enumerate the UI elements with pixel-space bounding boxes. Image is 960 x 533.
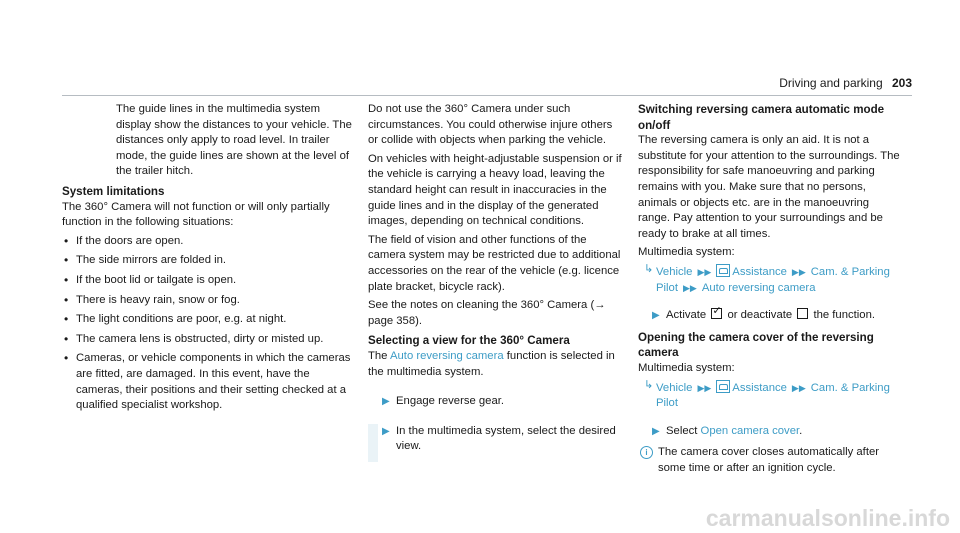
list-item: • Cameras, or vehicle components in which the cameras are fitted, are damaged. In this event, have the cameras, their positions and their setting checked at a qualified specialist workshop. <box>62 351 352 413</box>
path-assistance[interactable]: Assistance <box>732 265 787 278</box>
paragraph: The field of vision and other functions of the camera system may be restricted due to additional accessories on the rear of the vehicle (e.g. licence plate bracket, bicycle rack). <box>368 233 621 293</box>
path-auto-reversing[interactable]: Auto reversing camera <box>701 281 816 294</box>
list-item: • If the boot lid or tailgate is open. <box>62 273 352 289</box>
running-header <box>779 76 912 92</box>
double-chevron-icon: ▶▶ <box>697 266 712 277</box>
page-number: 203 <box>891 76 912 90</box>
path-vehicle[interactable]: Vehicle <box>656 265 693 278</box>
select-view-heading: Selecting a view for the 360° Camera <box>368 334 570 348</box>
multimedia-label: Multimedia system: <box>638 361 735 374</box>
checkbox-empty-icon[interactable] <box>797 308 808 319</box>
double-chevron-icon: ▶▶ <box>697 382 712 393</box>
play-arrow-icon: ▶ <box>382 396 390 408</box>
path-bend-icon: ↳ <box>644 262 654 275</box>
switch-text: The reversing camera is only an aid. It is not a substitute for your attention to the surroundings. The responsibility for safe manoeuvring and parking remains with you. Make sure that no persons, animals or objects etc. are in the manoeuvring range. Pay attention to your surroundings and be ready to brake at all times. <box>638 134 900 240</box>
open-cover-heading: Opening the camera cover of the reversing camera <box>638 330 874 360</box>
menu-path-auto-camera <box>638 264 900 296</box>
play-arrow-icon: ▶ <box>382 425 390 437</box>
path-cam-parking[interactable]: Cam. & Parking Pilot <box>656 381 890 410</box>
limits-list <box>62 234 352 414</box>
open-camera-cover-link[interactable]: Open camera cover <box>700 424 800 437</box>
path-bend-icon: ↳ <box>644 378 654 391</box>
list-item: • There is heavy rain, snow or fog. <box>62 293 352 309</box>
double-chevron-icon: ▶▶ <box>791 382 806 393</box>
menu-path-cam-parking <box>638 380 900 412</box>
step-activate: ▶ Activate ✓ or deactivate the function. <box>638 308 900 324</box>
path-cam-parking[interactable]: Cam. & Parking Pilot <box>656 265 890 294</box>
info-icon: i <box>640 446 653 459</box>
auto-reversing-camera-link[interactable]: Auto reversing camera <box>389 349 504 362</box>
header-rule <box>62 95 912 96</box>
play-arrow-icon: ▶ <box>652 310 660 322</box>
step-marker-shade <box>368 424 378 462</box>
select-view-text: The Auto reversing camera function is selected in the multimedia system. <box>368 349 615 378</box>
column-right <box>638 102 900 476</box>
column-left <box>62 102 352 418</box>
guide-lines-paragraph: The guide lines in the multimedia system display show the distances to your vehicle. The distances only apply to road level. In trailer mode, the guide lines are shown at the level of the trailer hitch. <box>116 103 352 178</box>
car-icon <box>716 264 730 277</box>
step-select-view: ▶ In the multimedia system, select the desired view. <box>368 424 623 455</box>
double-chevron-icon: ▶▶ <box>682 282 697 293</box>
limits-heading: System limitations <box>62 184 165 198</box>
watermark: carmanualsonline.info <box>705 505 950 532</box>
path-assistance[interactable]: Assistance <box>732 381 787 394</box>
path-vehicle[interactable]: Vehicle <box>656 381 693 394</box>
step-engage-reverse: ▶ Engage reverse gear. <box>368 394 623 410</box>
list-item: • The light conditions are poor, e.g. at night. <box>62 312 352 328</box>
list-item: • The camera lens is obstructed, dirty or misted up. <box>62 332 352 348</box>
info-note: i The camera cover closes automatically after some time or after an ignition cycle. <box>638 445 900 476</box>
section-title: Driving and parking <box>779 76 883 90</box>
checkbox-checked-icon[interactable] <box>711 308 722 319</box>
column-middle <box>368 102 623 461</box>
list-item: • If the doors are open. <box>62 234 352 250</box>
paragraph: See the notes on cleaning the 360° Camera (→ page 358). <box>368 299 606 327</box>
switch-heading: Switching reversing camera automatic mode on/off <box>638 103 885 132</box>
multimedia-label: Multimedia system: <box>638 246 735 259</box>
car-icon <box>716 380 730 393</box>
play-arrow-icon: ▶ <box>652 425 660 437</box>
paragraph: Do not use the 360° Camera under such circumstances. You could otherwise injure others or collide with objects when parking the vehicle. <box>368 103 613 147</box>
paragraph: On vehicles with height-adjustable suspension or if the vehicle is carrying a heavy load, leaving the standard height can result in inaccuracies in the guide lines and in the display of the generated images, depending on technical conditions. <box>368 152 622 228</box>
double-chevron-icon: ▶▶ <box>791 266 806 277</box>
limits-intro: The 360° Camera will not function or will only partially function in the following situations: <box>62 200 330 229</box>
list-item: • The side mirrors are folded in. <box>62 253 352 269</box>
step-select-open-cover: ▶ Select Open camera cover. <box>638 424 900 440</box>
